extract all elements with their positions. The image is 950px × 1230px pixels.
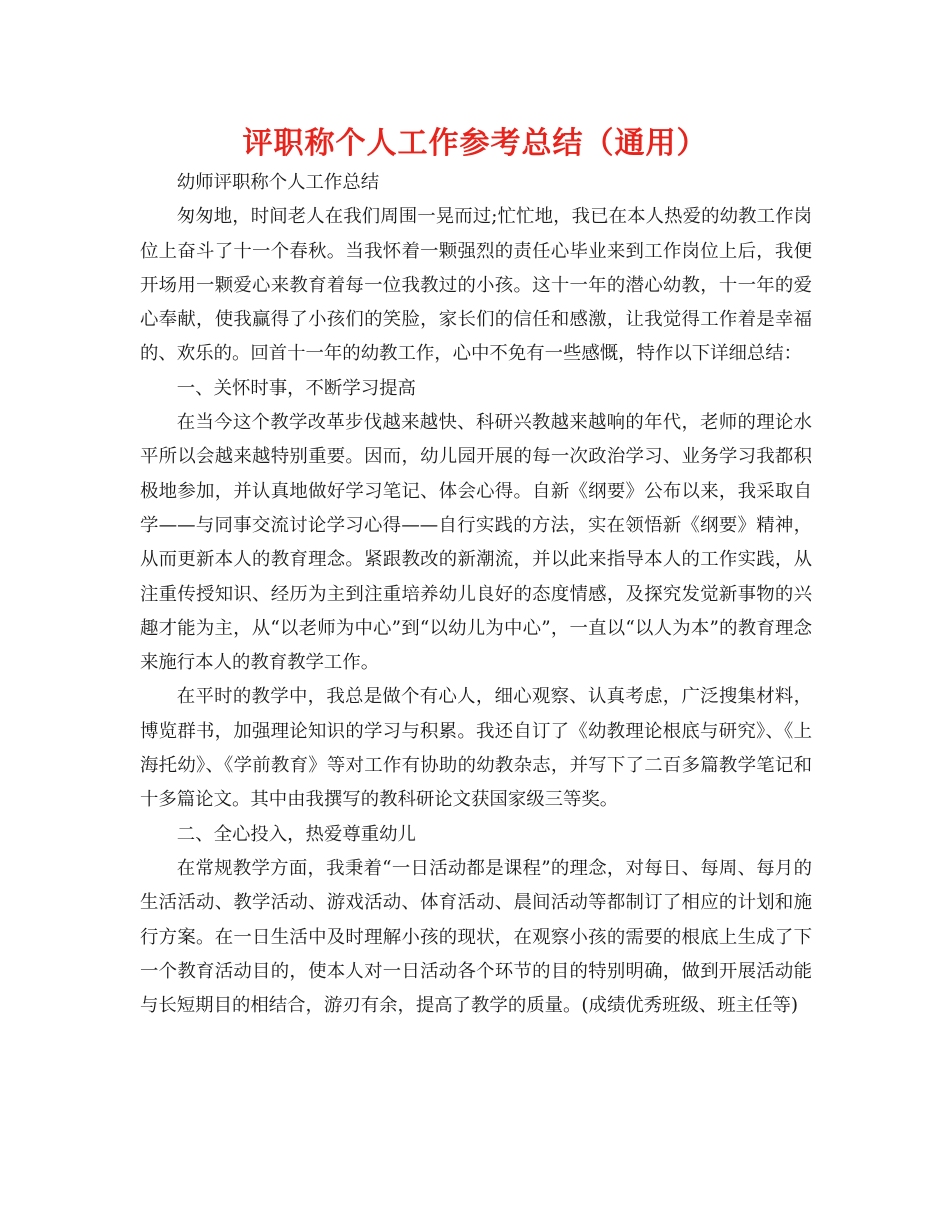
- section-heading-2: 二、全心投入，热爱尊重幼儿: [176, 823, 416, 845]
- body-paragraph: 在常规教学方面，我秉着“一日活动都是课程”的理念，对每日、每周、每月的生活活动、教学活动、游戏活动、体育活动、晨间活动等都制订了相应的计划和施行方案。在一日生活中及时理解小孩的现状，在观察小孩的需要的根底上生成了下一个教育活动目的，使本人对一日活动各个环节的目的特别明确，做到开展活动能与长短期目的相结合，游刃有余，提高了教学的质量。(成绩优秀班级、班主任等): [140, 857, 812, 1017]
- document-title: 评职称个人工作参考总结（通用）: [242, 126, 708, 161]
- document-body: [140, 166, 812, 1023]
- section-heading-1: 一、关怀时事，不断学习提高: [176, 377, 416, 399]
- body-paragraph: 在平时的教学中，我总是做个有心人，细心观察、认真考虑，广泛搜集材料，博览群书，加强理论知识的学习与积累。我还自订了《幼教理论根底与研究》、《上海托幼》、《学前教育》等对工作有协助的幼教杂志，并写下了二百多篇教学笔记和十多篇论文。其中由我撰写的教科研论文获国家级三等奖。: [140, 686, 812, 811]
- subtitle-paragraph: 幼师评职称个人工作总结: [176, 172, 380, 193]
- body-paragraph: 在当今这个教学改革步伐越来越快、科研兴教越来越响的年代，老师的理论水平所以会越来越特别重要。因而，幼儿园开展的每一次政治学习、业务学习我都积极地参加，并认真地做好学习笔记、体会心得。自新《纲要》公布以来，我采取自学——与同事交流讨论学习心得——自行实践的方法，实在领悟新《纲要》精神，从而更新本人的教育理念。紧跟教改的新潮流，并以此来指导本人的工作实践，从注重传授知识、经历为主到注重培养幼儿良好的态度情感，及探究发觉新事物的兴趣才能为主，从“以老师为中心”到“以幼儿为中心”，一直以“以人为本”的教育理念来施行本人的教育教学工作。: [140, 412, 812, 674]
- intro-paragraph: 匆匆地，时间老人在我们周围一晃而过;忙忙地，我已在本人热爱的幼教工作岗位上奋斗了十一个春秋。当我怀着一颗强烈的责任心毕业来到工作岗位上后，我便开场用一颗爱心来教育着每一位我教过的小孩。这十一年的潜心幼教，十一年的爱心奉献，使我赢得了小孩们的笑脸，家长们的信任和感激，让我觉得工作着是幸福的、欢乐的。回首十一年的幼教工作，心中不免有一些感慨，特作以下详细总结：: [140, 206, 812, 365]
